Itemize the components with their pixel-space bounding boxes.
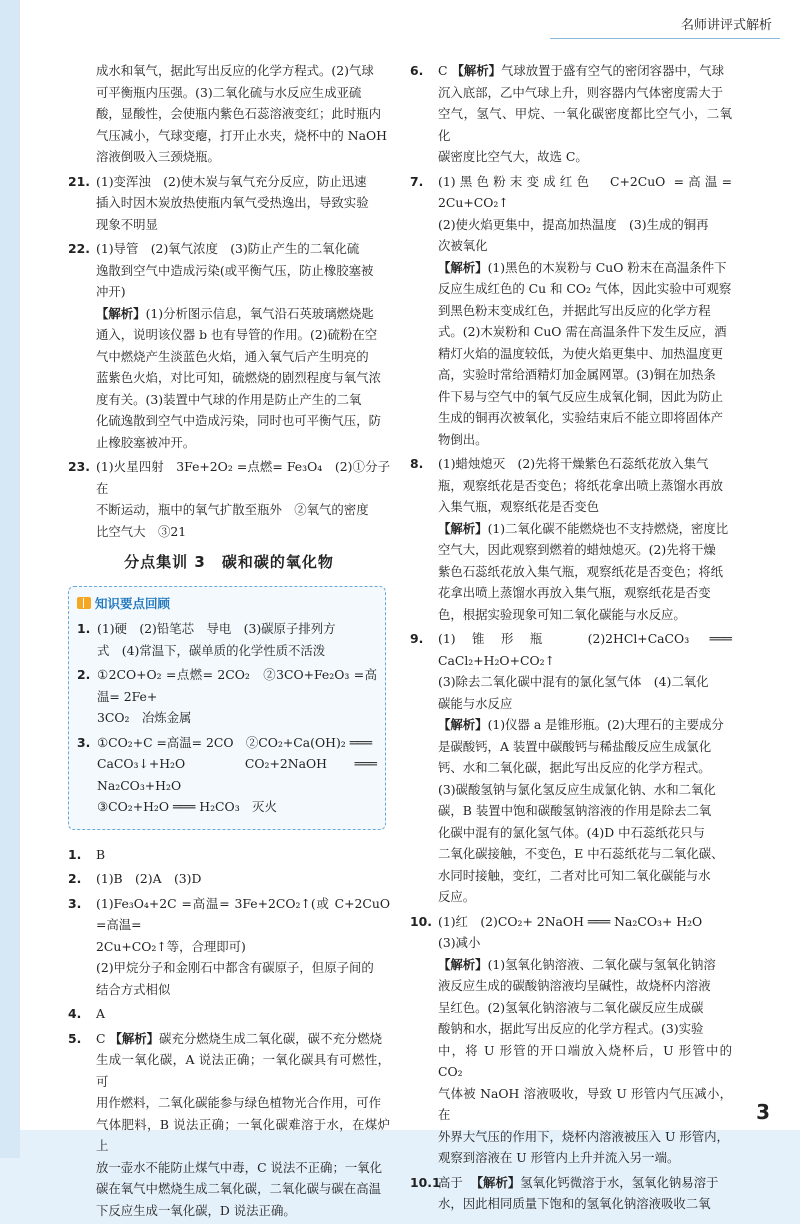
question-number: 10.1: [410, 1174, 441, 1190]
text-line: 沉入底部，乙中气球上升，则容器内气体密度需大于: [438, 84, 723, 100]
text-line: 呈红色。(2)氢氧化钠溶液与二氧化碳反应生成碳: [438, 999, 704, 1015]
text-line: 氢氧化钙微溶于水，氢氧化钠易溶于: [520, 1174, 719, 1190]
text-line: 水同时接触，变红，二者对比可知二氧化碳能与水: [438, 867, 711, 883]
text-line: (1)锥形瓶 (2)2HCl+CaCO₃ ═══ CaCl₂+H₂O+CO₂↑: [438, 631, 732, 668]
text-line: (2)使火焰更集中，提高加热温度 (3)生成的铜再: [438, 216, 709, 232]
header-rule: [550, 38, 780, 39]
text-line: (1)黑色的木炭粉与 CuO 粉末在高温条件下: [487, 259, 727, 275]
text-line: 瓶，观察纸花是否变色；将纸花拿出喷上蒸馏水再放: [438, 477, 723, 493]
text-line: 到黑色粉末变成红色，并据此写出反应的化学方程: [438, 302, 711, 318]
text-line: CaCO₃↓+H₂O CO₂+2NaOH ═══ Na₂CO₃+H₂O: [97, 756, 377, 793]
text-line: 碳能与水反应: [438, 695, 513, 711]
answer-22: [68, 238, 390, 453]
question-number: 22.: [68, 241, 90, 256]
text-line: 碳在氧气中燃烧生成二氧化碳，二氧化碳与碳在高温: [96, 1181, 381, 1196]
review-item-3: [77, 732, 377, 818]
text-line: 式。(2)木炭粉和 CuO 需在高温条件下发生反应，酒: [438, 324, 727, 339]
text-line: (1)仪器 a 是锥形瓶。(2)大理石的主要成分: [487, 717, 724, 732]
section-title: 分点集训 3 碳和碳的氧化物: [124, 553, 334, 571]
analysis-label: 【解析】: [438, 259, 488, 275]
text-line: (1)导管 (2)氧气浓度 (3)防止产生的二氧化硫: [96, 241, 360, 256]
review-item-1: [77, 618, 377, 661]
text-line: 放一壶水不能防止煤气中毒，C 说法不正确；一氧化: [96, 1159, 383, 1175]
text-line: 液反应生成的碳酸钠溶液均呈碱性，故烧杯内溶液: [438, 978, 711, 993]
text-line: 高，实验时常给酒精灯加金属网罩。(3)铜在加热条: [438, 367, 716, 382]
text-line: (1)变浑浊 (2)使木炭与氧气充分反应，防止迅速: [96, 173, 367, 189]
text-line: 外界大气压的作用下，烧杯内溶液被压入 U 形管内，: [438, 1128, 729, 1144]
knowledge-review-box: [68, 586, 386, 830]
text-line: (1)蜡烛熄灭 (2)先将干燥紫色石蕊纸花放入集气: [438, 456, 709, 471]
text-line: 蓝紫色火焰，对比可知，硫燃烧的剧烈程度与氧气浓: [96, 370, 381, 385]
answer-2: [68, 868, 390, 890]
question-number: 3.: [77, 734, 91, 750]
text-line: (1)二氧化碳不能燃烧也不支持燃烧，密度比: [487, 520, 729, 536]
question-number: 3.: [68, 895, 82, 911]
question-number: 2.: [77, 667, 91, 682]
text-line: (1)硬 (2)铅笔芯 导电 (3)碳原子排列方: [97, 621, 336, 636]
text-line: 比空气大 ③21: [96, 523, 187, 539]
text-line: (1)红 (2)CO₂+ 2NaOH ═══ Na₂CO₃+ H₂O: [438, 913, 703, 929]
question-number: 21.: [68, 173, 90, 189]
answer-choice: C: [96, 1030, 106, 1046]
answer-5: [68, 1028, 390, 1222]
text-line: 酸，显酸性，会使瓶内紫色石蕊溶液变红；此时瓶内: [96, 106, 381, 121]
text-line: (1)B (2)A (3)D: [96, 871, 202, 886]
question-number: 1.: [77, 621, 91, 636]
text-line: 气体被 NaOH 溶液吸收，导致 U 形管内气压减小，在: [438, 1085, 732, 1122]
text-line: 入集气瓶，观察纸花是否变色: [438, 499, 600, 514]
text-line: 生成一氧化碳，A 说法正确；一氧化碳具有可燃性，可: [96, 1052, 390, 1089]
answer-8: [410, 453, 732, 625]
answer-10: [410, 911, 732, 1169]
text-line: 二氧化碳接触，不变色，E 中石蕊纸花与二氧化碳、: [438, 846, 724, 861]
text-line: 气中燃烧产生淡蓝色火焰，通入氧气后产生明亮的: [96, 348, 369, 364]
text-line: 止橡胶塞被冲开。: [96, 434, 196, 450]
question-number: 10.: [410, 913, 432, 929]
analysis-label: 【解析】: [451, 63, 501, 78]
text-line: 紫色石蕊纸花放入集气瓶，观察纸花是否变色；将纸: [438, 563, 723, 579]
text-line: 花拿出喷上蒸馏水再放入集气瓶，观察纸花是否变: [438, 585, 711, 600]
knowledge-review-title: [77, 593, 170, 615]
answer-7: [410, 171, 732, 451]
left-column: [68, 60, 390, 1224]
right-column: [410, 60, 732, 1218]
text-line: 件下易与空气中的氧气反应生成氧化铜，因此为防止: [438, 388, 723, 404]
question-number: 8.: [410, 456, 424, 471]
text-line: 可平衡瓶内压强。(3)二氧化硫与水反应生成亚硫: [96, 84, 362, 100]
answer-text: 高于: [438, 1174, 463, 1190]
text-line: (3)碳酸氢钠与氯化氢反应生成氯化钠、水和二氧化: [438, 781, 716, 797]
text-line: 通入，说明该仪器 b 也有导管的作用。(2)硫粉在空: [96, 327, 378, 342]
text-line: 酸钠和水，据此写出反应的化学方程式。(3)实验: [438, 1021, 704, 1036]
text-line: (1)火星四射 3Fe+2O₂ =点燃= Fe₃O₄ (2)①分子在: [96, 459, 390, 496]
question-number: 1.: [68, 846, 82, 862]
review-item-2: [77, 664, 377, 729]
question-number: 5.: [68, 1030, 82, 1046]
text-line: 空气，氢气、甲烷、一氧化碳密度都比空气小，二氧化: [438, 106, 732, 143]
text-line: 冲开): [96, 284, 126, 299]
text-line: (3)减小: [438, 935, 481, 950]
text-line: 插入时因木炭放热使瓶内氧气受热逸出，导致实验: [96, 195, 369, 210]
text-line: 空气大，因此观察到燃着的蜡烛熄灭。(2)先将干燥: [438, 542, 716, 557]
analysis-label: 【解析】: [96, 305, 146, 321]
text-line: 中，将 U 形管的开口端放入烧杯后，U 形管中的 CO₂: [438, 1042, 732, 1079]
answer-choice: C: [438, 63, 448, 78]
text-line: (2)甲烷分子和金刚石中都含有碳原子，但原子间的: [96, 960, 374, 975]
text-line: 化碳中混有的氯化氢气体。(4)D 中石蕊纸花只与: [438, 824, 705, 840]
question-number: 7.: [410, 173, 424, 189]
text-line: (1)黑色粉末变成红色 C+2CuO =高温= 2Cu+CO₂↑: [438, 173, 732, 210]
text-line: 反应。: [438, 889, 476, 904]
text-line: (1)Fe₃O₄+2C =高温= 3Fe+2CO₂↑(或 C+2CuO =高温=: [96, 895, 390, 932]
text-line: 钙、水和二氧化碳，据此写出反应的化学方程式。: [438, 760, 711, 775]
text-line: 气球放置于盛有空气的密闭容器中，气球: [501, 63, 725, 78]
answer-3: [68, 893, 390, 1001]
text-line: 成水和氧气，据此写出反应的化学方程式。(2)气球: [96, 63, 374, 78]
text-line: ③CO₂+H₂O ═══ H₂CO₃ 灭火: [97, 799, 277, 814]
knowledge-review-label: 知识要点回顾: [95, 595, 171, 611]
question-number: 2.: [68, 871, 82, 886]
analysis-label: 【解析】: [109, 1030, 159, 1046]
text-line: 水，因此相同质量下饱和的氢氧化钠溶液吸收二氧: [438, 1196, 711, 1211]
answer-10-1: [410, 1172, 732, 1215]
text-line: ①2CO+O₂ =点燃= 2CO₂ ②3CO+Fe₂O₃ =高温= 2Fe+: [97, 667, 377, 704]
text-line: 化硫逸散到空气中造成污染，同时也可平衡气压，防: [96, 413, 381, 428]
text-line: 用作燃料，二氧化碳能参与绿色植物光合作用，可作: [96, 1095, 381, 1110]
text-line: 3CO₂ 冶炼金属: [97, 710, 192, 725]
text-line: 生成的铜再次被氧化，实验结束后不能立即将固体产: [438, 410, 723, 425]
text-line: 次被氧化: [438, 238, 488, 253]
analysis-label: 【解析】: [470, 1174, 521, 1190]
text-line: 色，根据实验现象可知二氧化碳能与水反应。: [438, 606, 686, 622]
text-line: 逸散到空气中造成污染(或平衡气压，防止橡胶塞被: [96, 262, 374, 278]
text-line: 碳，B 装置中饱和碳酸氢钠溶液的作用是除去二氧: [438, 803, 712, 818]
text-line: (1)分析图示信息，氧气沿石英玻璃燃烧匙: [145, 305, 374, 321]
text-line: 观察到溶液在 U 形管内上升并流入另一端。: [438, 1150, 680, 1165]
text-line: 度有关。(3)装置中气球的作用是防止产生的二氧: [96, 391, 362, 407]
text-line: (1)氢氧化钠溶液、二氧化碳与氢氧化钠溶: [487, 956, 716, 972]
text-line: 反应生成红色的 Cu 和 CO₂ 气体，因此实验中可观察: [438, 281, 732, 296]
text-line: 是碳酸钙，A 装置中碳酸钙与稀盐酸反应生成氯化: [438, 738, 712, 754]
answer-6: [410, 60, 732, 168]
question-number: 6.: [410, 63, 424, 78]
text-line: (3)除去二氧化碳中混有的氯化氢气体 (4)二氧化: [438, 674, 709, 689]
question-number: 9.: [410, 631, 424, 646]
text-line: 下反应生成一氧化碳，D 说法正确。: [96, 1202, 296, 1218]
question-number: 4.: [68, 1006, 82, 1021]
text-line: 2Cu+CO₂↑等，合理即可): [96, 938, 246, 954]
answer-23: [68, 456, 390, 542]
text-line: 现象不明显: [96, 216, 158, 232]
question-number: 23.: [68, 459, 90, 474]
q20-continuation: [68, 60, 390, 168]
text-line: ①CO₂+C =高温= 2CO ②CO₂+Ca(OH)₂ ═══: [97, 734, 373, 750]
text-line: A: [96, 1006, 105, 1021]
text-line: 气压减小，气球变瘪，打开止水夹，烧杯中的 NaOH: [96, 127, 387, 143]
answer-4: [68, 1003, 390, 1025]
text-line: 物倒出。: [438, 431, 488, 447]
text-line: 不断运动，瓶中的氧气扩散至瓶外 ②氧气的密度: [96, 502, 369, 517]
book-icon: [77, 597, 91, 609]
text-line: 碳密度比空气大，故选 C。: [438, 149, 588, 164]
analysis-label: 【解析】: [438, 956, 488, 972]
answer-9: [410, 628, 732, 908]
text-line: B: [96, 846, 106, 862]
running-header: 名师讲评式解析: [680, 18, 772, 33]
answer-21: [68, 171, 390, 236]
text-line: 溶液倒吸入三颈烧瓶。: [96, 149, 220, 164]
text-line: 结合方式相似: [96, 981, 171, 997]
page-number: 3: [756, 1100, 770, 1124]
text-line: 碳充分燃烧生成二氧化碳，碳不充分燃烧: [159, 1030, 383, 1046]
text-line: 气体肥料，B 说法正确；一氧化碳难溶于水，在煤炉上: [96, 1116, 390, 1153]
analysis-label: 【解析】: [438, 520, 488, 536]
text-line: 式 (4)常温下，碳单质的化学性质不活泼: [97, 642, 326, 658]
page-edge-stripe: [0, 0, 20, 1158]
answer-1: [68, 844, 390, 866]
text-line: 精灯火焰的温度较低，为使火焰更集中、加热温度更: [438, 345, 723, 361]
analysis-label: 【解析】: [438, 717, 488, 732]
